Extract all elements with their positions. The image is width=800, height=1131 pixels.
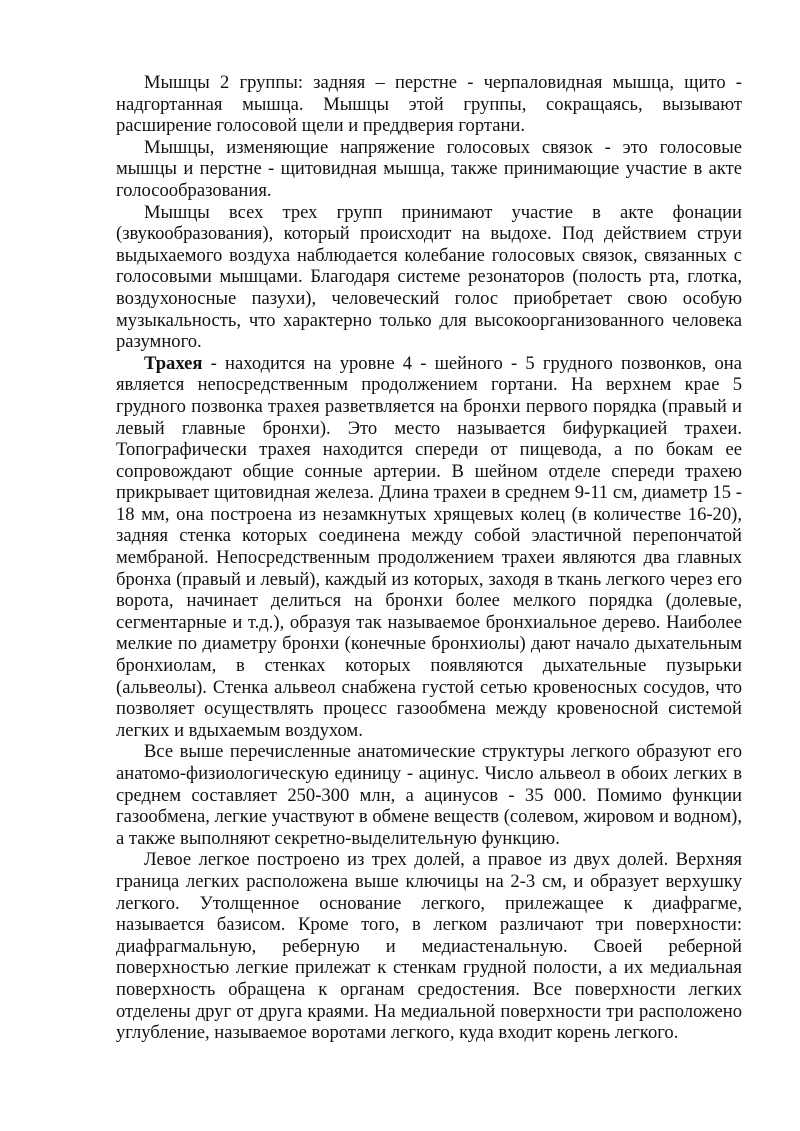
paragraph-text: Все выше перечисленные анатомические структуры легкого образуют его анатомо-физиологическую единицу - ацинус. Число альвеол в обоих легких в среднем составляет 250-300 млн, а ацинусов - 35 000. Помимо функции газообмена, легкие участвуют в обмене веществ (солевом, жировом и водном), а также выполняют секретно-выделительную функцию.: [116, 741, 742, 849]
paragraph-phonation: [116, 202, 742, 353]
paragraph-trachea: [116, 353, 742, 742]
document-page: [116, 72, 742, 1044]
paragraph-text: Левое легкое построено из трех долей, а правое из двух долей. Верхняя граница легких расположена выше ключицы на 2-3 см, и образует верхушку легкого. Утолщенное основание легкого, прилежащее к диафрагме, называется базисом. Кроме того, в легком различают три поверхности: диафрагмальную, реберную и медиастенальную. Своей реберной поверхностью легкие прилежат к стенкам грудной полости, а их медиальная поверхность обращена к органам средостения. Все поверхности легких отделены друг от друга краями. На медиальной поверхности три расположено углубление, называемое воротами легкого, куда входит корень легкого.: [116, 849, 742, 1044]
paragraph-text: - находится на уровне 4 - шейного - 5 грудного позвонков, она является непосредственным продолжением гортани. На верхнем крае 5 грудного позвонка трахея разветвляется на бронхи первого порядка (правый и левый главные бронхи). Это место называется бифуркацией трахеи. Топографически трахея находится спереди от пищевода, а по бокам ее сопровождают общие сонные артерии. В шейном отделе спереди трахею прикрывает щитовидная железа. Длина трахеи в среднем 9-11 см, диаметр 15 - 18 мм, она построена из незамкнутых хрящевых колец (в количестве 16-20), задняя стенка которых соединена между собой эластичной перепончатой мембраной. Непосредственным продолжением трахеи являются два главных бронха (правый и левый), каждый из которых, заходя в ткань легкого через его ворота, начинает делиться на бронхи более мелкого порядка (долевые, сегментарные и т.д.), образуя так называемое бронхиальное дерево. Наиболее мелкие по диаметру бронхи (конечные бронхиолы) дают начало дыхательным бронхиолам, в стенках которых появляются дыхательные пузырьки (альвеолы). Стенка альвеол снабжена густой сетью кровеносных сосудов, что позволяет осуществлять процесс газообмена между кровеносной системой легких и вдыхаемым воздухом.: [116, 352, 742, 741]
paragraph-text: Мышцы всех трех групп принимают участие в акте фонации (звукообразования), который происходит на выдохе. Под действием струи выдыхаемого воздуха наблюдается колебание голосовых связок, связанных с голосовыми мышцами. Благодаря системе резонаторов (полость рта, глотка, воздухоносные пазухи), человеческий голос приобретает свою особую музыкальность, что характерно только для высокоорганизованного человека разумного.: [116, 201, 742, 353]
term-trachea: Трахея: [144, 352, 203, 374]
paragraph-acinus: [116, 741, 742, 849]
paragraph-muscles-group-2: [116, 72, 742, 137]
paragraph-vocal-tension-muscles: [116, 137, 742, 202]
paragraph-text: Мышцы, изменяющие напряжение голосовых связок - это голосовые мышцы и перстне - щитовидная мышца, также принимающие участие в акте голосообразования.: [116, 136, 742, 201]
paragraph-text: Мышцы 2 группы: задняя – перстне - черпаловидная мышца, щито - надгортанная мышца. Мышцы этой группы, сокращаясь, вызывают расширение голосовой щели и преддверия гортани.: [116, 72, 742, 137]
paragraph-lung-lobes: [116, 849, 742, 1043]
